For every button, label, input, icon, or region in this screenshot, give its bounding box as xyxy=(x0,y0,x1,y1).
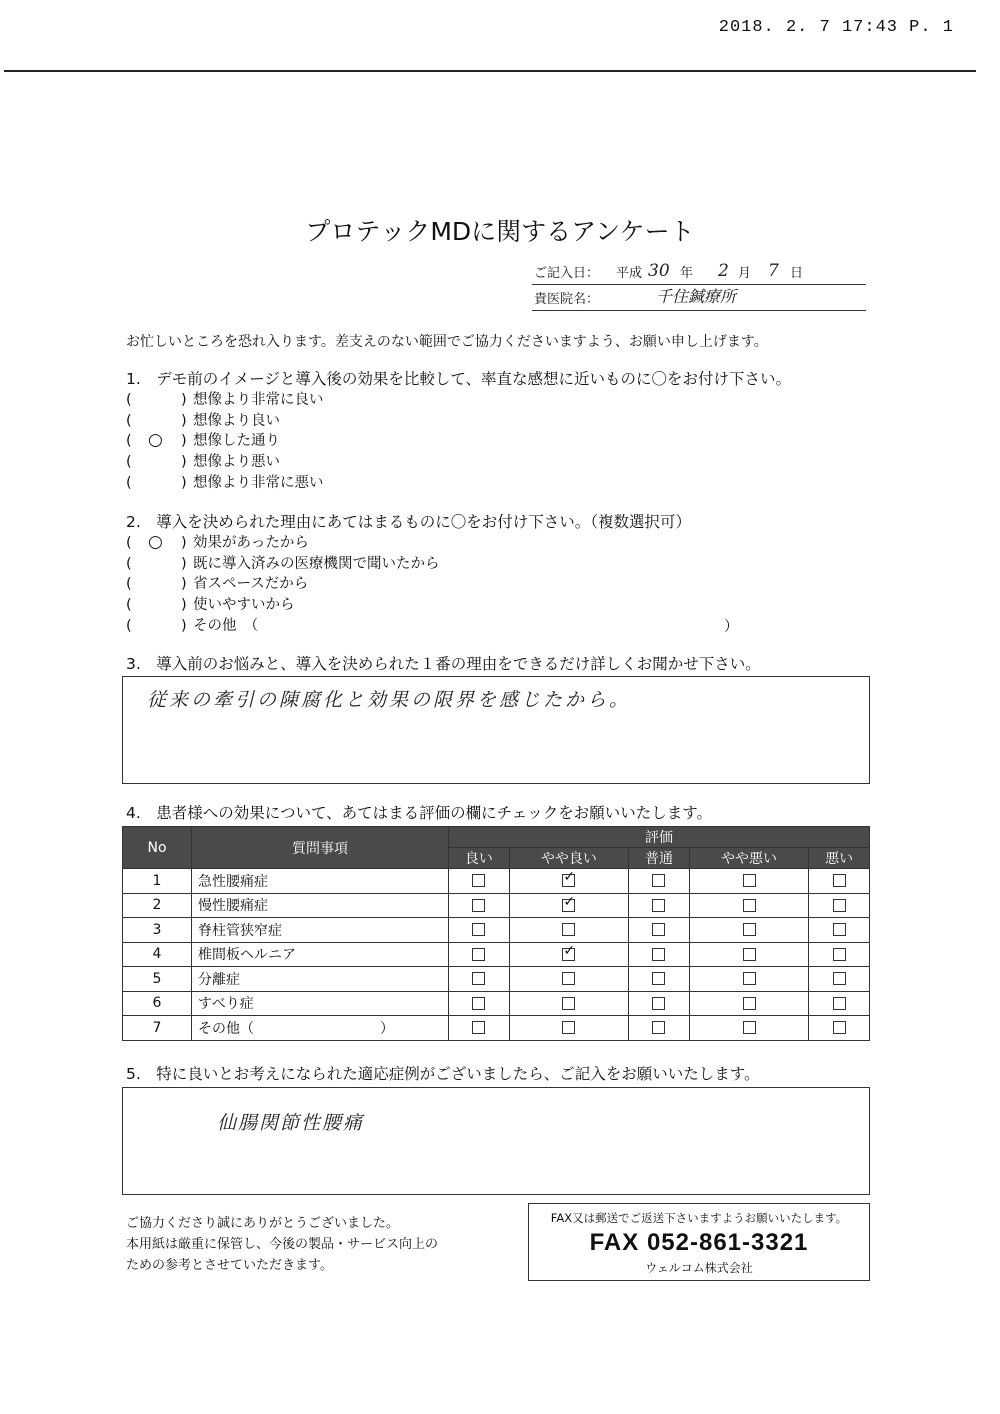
row-item: 脊柱管狭窄症 xyxy=(192,918,449,943)
fax-header-rule xyxy=(4,70,976,72)
thanks-text xyxy=(126,1213,438,1276)
rating-checkbox[interactable] xyxy=(743,899,756,912)
rating-checkbox[interactable] xyxy=(472,948,485,961)
row-no: 6 xyxy=(123,991,192,1016)
option-label: 想像より非常に悪い xyxy=(193,474,324,491)
paren-close: ) xyxy=(181,433,187,450)
rating-cell xyxy=(689,893,808,918)
rating-checkbox[interactable] xyxy=(652,923,665,936)
rating-cell xyxy=(629,991,690,1016)
paren-close: ) xyxy=(181,535,187,551)
rating-cell xyxy=(629,893,690,918)
rating-checkbox[interactable] xyxy=(562,1021,575,1034)
paren-close: ) xyxy=(181,392,187,408)
row-item: すべり症 xyxy=(192,991,449,1016)
page-title: プロテックMDに関するアンケート xyxy=(305,217,695,246)
rating-checkbox[interactable] xyxy=(743,923,756,936)
row-no: 7 xyxy=(123,1016,192,1041)
month-label: 月 xyxy=(738,266,752,281)
option-label: 想像より悪い xyxy=(193,454,280,471)
rating-checkbox[interactable] xyxy=(652,972,665,985)
rating-cell xyxy=(629,1016,690,1041)
date-label: ご記入日： xyxy=(534,266,600,281)
rating-checkbox[interactable] xyxy=(833,923,846,936)
rating-checkbox[interactable] xyxy=(743,874,756,887)
paren-close: ) xyxy=(181,412,187,429)
rating-checkbox[interactable] xyxy=(833,948,846,961)
row-no: 4 xyxy=(123,942,192,967)
table-row xyxy=(123,991,870,1016)
paren-open: ( xyxy=(126,454,132,471)
row-no: 1 xyxy=(123,869,192,894)
intro-text: お忙しいところを恐れ入ります。差支えのない範囲でご協力くださいますよう、お願い申し上げます。 xyxy=(126,334,768,350)
table-row xyxy=(123,918,870,943)
thanks-line-1: ご協力くださり誠にありがとうございました。 xyxy=(126,1216,400,1231)
year-label: 年 xyxy=(680,266,694,281)
selection-mark: ○ xyxy=(148,430,163,451)
month-value: 2 xyxy=(718,261,729,281)
table-row xyxy=(123,893,870,918)
paren-close: ) xyxy=(181,555,187,572)
rating-cell xyxy=(689,942,808,967)
paren-close: ) xyxy=(181,454,187,471)
day-label: 日 xyxy=(790,266,804,281)
row-item: 椎間板ヘルニア xyxy=(192,942,449,967)
row-item: その他（ ） xyxy=(192,1016,449,1041)
rating-checkbox[interactable] xyxy=(833,997,846,1010)
fax-note: FAX又は郵送でご返送下さいますようお願いいたします。 xyxy=(550,1211,848,1225)
rating-cell xyxy=(449,869,510,894)
rating-checkbox[interactable] xyxy=(472,874,485,887)
q3-heading: 3. 導入前のお悩みと、導入を決められた１番の理由をできるだけ詳しくお聞かせ下さい。 xyxy=(126,655,761,673)
table-row xyxy=(123,967,870,992)
rating-cell xyxy=(809,869,870,894)
rating-checkbox[interactable] xyxy=(472,972,485,985)
rating-cell xyxy=(449,918,510,943)
paren-open: ( xyxy=(126,474,132,491)
rating-checkbox[interactable] xyxy=(562,923,575,936)
rating-cell xyxy=(809,991,870,1016)
rating-cell xyxy=(449,942,510,967)
rating-checkbox[interactable] xyxy=(833,874,846,887)
q3-answer-box[interactable] xyxy=(122,676,870,784)
col-item-header: 質問事項 xyxy=(192,827,449,869)
rating-checkbox[interactable] xyxy=(652,874,665,887)
paren-close: ) xyxy=(181,617,187,634)
paren-open: ( xyxy=(126,576,132,593)
rating-cell xyxy=(629,918,690,943)
paren-open: ( xyxy=(126,535,132,551)
rating-checkbox[interactable] xyxy=(833,972,846,985)
rating-checkbox[interactable] xyxy=(472,923,485,936)
q4-heading: 4. 患者様への効果について、あてはまる評価の欄にチェックをお願いいたします。 xyxy=(126,804,712,822)
rating-checkbox[interactable] xyxy=(562,972,575,985)
rating-cell xyxy=(689,991,808,1016)
rating-checkbox[interactable] xyxy=(743,1021,756,1034)
rating-checkbox[interactable] xyxy=(472,899,485,912)
rating-checkbox[interactable] xyxy=(652,948,665,961)
rating-col-header: やや良い xyxy=(509,848,628,869)
q2-heading: 2. 導入を決められた理由にあてはまるものに〇をお付け下さい。（複数選択可） xyxy=(126,513,692,531)
option-label: 効果があったから xyxy=(193,535,309,551)
rating-cell xyxy=(689,1016,808,1041)
fax-box xyxy=(528,1203,870,1281)
col-no-header: No xyxy=(123,827,192,869)
rating-cell xyxy=(629,967,690,992)
thanks-line-2: 本用紙は厳重に保管し、今後の製品・サービス向上の xyxy=(126,1237,439,1252)
rating-checkbox[interactable] xyxy=(562,948,575,961)
rating-cell xyxy=(449,1016,510,1041)
rating-cell xyxy=(509,942,628,967)
day-value: 7 xyxy=(768,261,779,281)
rating-col-header: 悪い xyxy=(809,848,870,869)
row-item: 分離症 xyxy=(192,967,449,992)
rating-checkbox[interactable] xyxy=(562,997,575,1010)
option-label: 使いやすいから xyxy=(193,597,295,614)
rating-cell xyxy=(449,967,510,992)
fax-header: 2018. 2. 7 17:43 P. 1 xyxy=(718,18,954,37)
rating-cell xyxy=(809,942,870,967)
rating-cell xyxy=(449,893,510,918)
rating-cell xyxy=(509,1016,628,1041)
fax-number: FAX 052-861-3321 xyxy=(589,1229,809,1256)
rating-checkbox[interactable] xyxy=(562,899,575,912)
rating-col-header: 良い xyxy=(449,848,510,869)
paren-close: ) xyxy=(181,576,187,593)
paren-open: ( xyxy=(126,617,132,634)
rating-cell xyxy=(629,942,690,967)
option-label: 既に導入済みの医療機関で聞いたから xyxy=(193,555,440,572)
paren-close: ) xyxy=(181,474,187,491)
row-item: 慢性腰痛症 xyxy=(192,893,449,918)
option-label: 省スペースだから xyxy=(193,576,309,593)
rating-cell xyxy=(509,918,628,943)
rating-cell xyxy=(809,893,870,918)
rating-checkbox[interactable] xyxy=(652,997,665,1010)
q1-heading: 1. デモ前のイメージと導入後の効果を比較して、率直な感想に近いものに〇をお付け下さい。 xyxy=(126,370,792,388)
rating-col-header: 普通 xyxy=(629,848,690,869)
table-row xyxy=(123,1016,870,1041)
row-no: 3 xyxy=(123,918,192,943)
clinic-value: 千住鍼療所 xyxy=(656,287,737,306)
row-no: 2 xyxy=(123,893,192,918)
selection-mark: ○ xyxy=(148,532,163,552)
entry-clinic-row xyxy=(532,288,866,311)
rating-checkbox[interactable] xyxy=(652,899,665,912)
table-row xyxy=(123,942,870,967)
q5-heading: 5. 特に良いとお考えになられた適応症例がございましたら、ご記入をお願いいたします。 xyxy=(126,1065,760,1083)
rating-cell xyxy=(809,1016,870,1041)
rating-cell xyxy=(689,869,808,894)
option-label: 想像より非常に良い xyxy=(193,392,324,408)
option-label: 想像した通り xyxy=(193,433,280,450)
paren-open: ( xyxy=(126,433,132,450)
rating-checkbox[interactable] xyxy=(472,997,485,1010)
rating-cell xyxy=(509,991,628,1016)
rating-table xyxy=(122,826,870,1041)
paren-open: ( xyxy=(126,555,132,572)
clinic-label: 貴医院名： xyxy=(534,292,600,307)
rating-cell xyxy=(809,918,870,943)
rating-checkbox[interactable] xyxy=(833,1021,846,1034)
rating-cell xyxy=(509,869,628,894)
fax-company: ウェルコム株式会社 xyxy=(645,1261,753,1275)
entry-date-row xyxy=(532,262,866,285)
paren-open: ( xyxy=(126,392,132,408)
option-label: その他 （ xyxy=(193,617,259,634)
q3-answer: 従来の牽引の陳腐化と効果の限界を感じたから。 xyxy=(147,689,632,711)
rating-cell xyxy=(689,967,808,992)
rating-checkbox[interactable] xyxy=(562,874,575,887)
q5-answer: 仙腸関節性腰痛 xyxy=(217,1112,365,1134)
row-item: 急性腰痛症 xyxy=(192,869,449,894)
era-label: 平成 xyxy=(616,266,643,281)
rating-cell xyxy=(809,967,870,992)
rating-col-header: やや悪い xyxy=(689,848,808,869)
rating-checkbox[interactable] xyxy=(652,1021,665,1034)
rating-checkbox[interactable] xyxy=(743,948,756,961)
year-value: 30 xyxy=(648,261,670,281)
rating-cell xyxy=(629,869,690,894)
thanks-line-3: ための参考とさせていただきます。 xyxy=(126,1258,333,1273)
rating-cell xyxy=(509,967,628,992)
rating-cell xyxy=(689,918,808,943)
paren-open: ( xyxy=(126,412,132,429)
rating-checkbox[interactable] xyxy=(743,972,756,985)
option-label: 想像より良い xyxy=(193,412,280,429)
q2-other-close: ） xyxy=(724,619,739,635)
paren-close: ) xyxy=(181,597,187,614)
col-eval-header: 評価 xyxy=(449,827,870,848)
rating-cell xyxy=(509,893,628,918)
rating-cell xyxy=(449,991,510,1016)
rating-checkbox[interactable] xyxy=(743,997,756,1010)
row-no: 5 xyxy=(123,967,192,992)
rating-checkbox[interactable] xyxy=(472,1021,485,1034)
paren-open: ( xyxy=(126,597,132,614)
table-row xyxy=(123,869,870,894)
rating-checkbox[interactable] xyxy=(833,899,846,912)
q5-answer-box[interactable] xyxy=(122,1087,870,1195)
